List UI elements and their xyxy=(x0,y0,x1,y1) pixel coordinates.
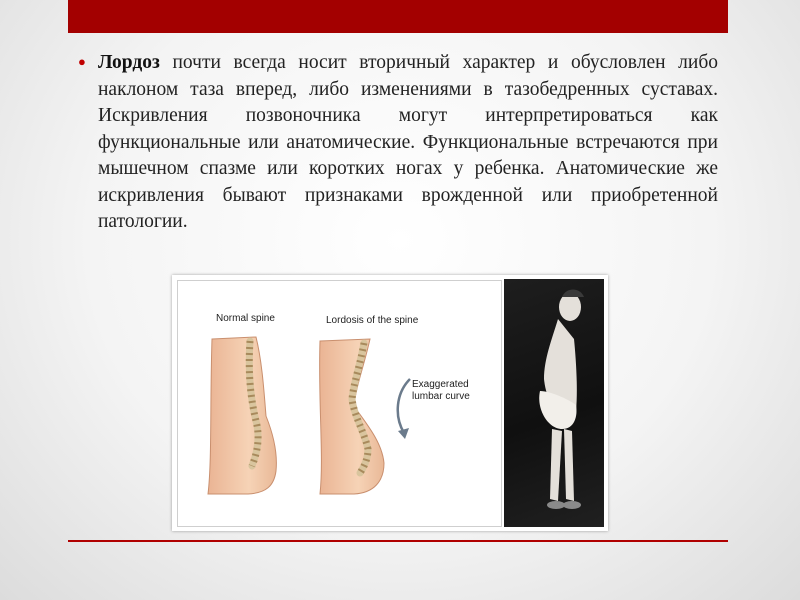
bullet-icon: ● xyxy=(78,54,86,69)
bullet-item xyxy=(78,50,718,236)
child-silhouette xyxy=(504,279,604,527)
curve-arrow-icon xyxy=(398,379,410,439)
lordosis-spine-torso xyxy=(320,339,384,494)
child-posture-photo xyxy=(504,279,604,527)
body-paragraph xyxy=(98,50,718,236)
bottom-divider xyxy=(68,540,728,542)
label-lordosis: Lordosis of the spine xyxy=(326,315,419,326)
top-accent-bar xyxy=(68,0,728,33)
bold-term: Лордоз xyxy=(98,52,160,73)
paragraph-text: почти всегда носит вторичный характер и обусловлен либо наклоном таза вперед, либо изменениями в тазобедренных суставах. Искривления позвоночника могут интерпретироваться как функциональные или анатомические. Функциональные встречаются при мышечном спазме или коротких ногах у ребенка. Анатомические же искривления бывают признаками врожденной или приобретенной патологии. xyxy=(98,52,718,232)
label-exaggerated-curve: Exaggerated lumbar curve xyxy=(412,379,470,402)
spine-figure xyxy=(172,275,608,531)
label-normal-spine: Normal spine xyxy=(216,313,275,324)
normal-spine-torso xyxy=(208,337,276,494)
spine-illustration xyxy=(177,280,502,527)
